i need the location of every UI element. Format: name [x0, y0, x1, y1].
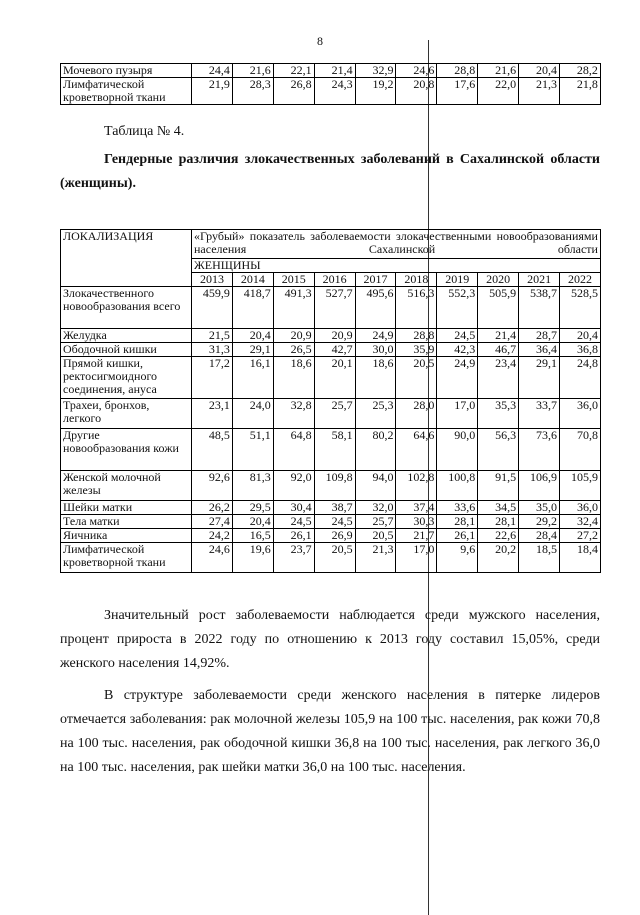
- table-cell: 48,5: [192, 429, 233, 471]
- table-row: [61, 501, 601, 515]
- table-cell: 17,6: [437, 78, 478, 105]
- table-cell: 24,9: [437, 357, 478, 399]
- table-cell: 20,4: [232, 515, 273, 529]
- table-cell: 505,9: [478, 287, 519, 329]
- table-cell: 20,9: [314, 329, 355, 343]
- table-cell: 23,4: [478, 357, 519, 399]
- table-cell: 28,7: [519, 329, 560, 343]
- table-cell: 552,3: [437, 287, 478, 329]
- table-cell: 36,8: [560, 343, 601, 357]
- table-cell: 102,8: [396, 471, 437, 501]
- table-cell: 20,2: [478, 543, 519, 573]
- table-cell: 26,9: [314, 529, 355, 543]
- row-label: Шейки матки: [61, 501, 192, 515]
- column-header-localization: ЛОКАЛИЗАЦИЯ: [61, 230, 192, 287]
- table-cell: 418,7: [232, 287, 273, 329]
- year-header: 2022: [560, 273, 601, 287]
- table-cell: 21,5: [192, 329, 233, 343]
- table-cell: 16,1: [232, 357, 273, 399]
- table-cell: 73,6: [519, 429, 560, 471]
- table-cell: 26,1: [437, 529, 478, 543]
- table-cell: 70,8: [560, 429, 601, 471]
- table-cell: 24,9: [355, 329, 396, 343]
- table-cell: 23,7: [273, 543, 314, 573]
- table-cell: 28,0: [396, 399, 437, 429]
- table-cell: 25,7: [355, 515, 396, 529]
- table-cell: 80,2: [355, 429, 396, 471]
- table-cell: 18,6: [273, 357, 314, 399]
- table-cell: 92,0: [273, 471, 314, 501]
- table-row: [61, 287, 601, 329]
- row-label: Ободочной кишки: [61, 343, 192, 357]
- row-label: Трахеи, бронхов, легкого: [61, 399, 192, 429]
- table-cell: 24,6: [192, 543, 233, 573]
- table-cell: 32,0: [355, 501, 396, 515]
- year-header: 2017: [355, 273, 396, 287]
- table-cell: 28,1: [478, 515, 519, 529]
- table-cell: 538,7: [519, 287, 560, 329]
- table-cell: 91,5: [478, 471, 519, 501]
- table-cell: 29,1: [519, 357, 560, 399]
- table-cell: 9,6: [437, 543, 478, 573]
- table-cell: 35,0: [519, 501, 560, 515]
- table-cell: 58,1: [314, 429, 355, 471]
- table-cell: 29,1: [232, 343, 273, 357]
- table-cell: 106,9: [519, 471, 560, 501]
- table-cell: 35,9: [396, 343, 437, 357]
- table-cell: 36,4: [519, 343, 560, 357]
- table-cell: 21,3: [355, 543, 396, 573]
- year-header: 2015: [273, 273, 314, 287]
- table-cell: 20,5: [396, 357, 437, 399]
- table-cell: 18,5: [519, 543, 560, 573]
- table-cell: 24,5: [273, 515, 314, 529]
- table-cell: 24,3: [314, 78, 355, 105]
- table-cell: 20,5: [355, 529, 396, 543]
- table-cell: 90,0: [437, 429, 478, 471]
- table-row: [61, 529, 601, 543]
- table-cell: 491,3: [273, 287, 314, 329]
- table-cell: 30,4: [273, 501, 314, 515]
- table-caption: Таблица № 4.: [104, 124, 185, 139]
- paragraph-growth: Значительный рост заболеваемости наблюдается среди мужского населения, процент прироста в 2022 году по отношению к 2013 году составил 15,05%, среди женского населения 14,92%.: [60, 608, 600, 671]
- table-cell: 21,9: [192, 78, 233, 105]
- table-cell: 51,1: [232, 429, 273, 471]
- table-cell: 92,6: [192, 471, 233, 501]
- table-cell: 32,4: [560, 515, 601, 529]
- year-header: 2021: [519, 273, 560, 287]
- table-cell: 29,2: [519, 515, 560, 529]
- table-cell: 38,7: [314, 501, 355, 515]
- table-cell: 32,8: [273, 399, 314, 429]
- year-header: 2016: [314, 273, 355, 287]
- table-cell: 20,4: [560, 329, 601, 343]
- table-continuation: [60, 63, 601, 105]
- table-cell: 25,3: [355, 399, 396, 429]
- row-label: Яичника: [61, 529, 192, 543]
- table-cell: 34,5: [478, 501, 519, 515]
- table-row: [61, 343, 601, 357]
- table-cell: 29,5: [232, 501, 273, 515]
- table-cell: 17,2: [192, 357, 233, 399]
- table-cell: 28,4: [519, 529, 560, 543]
- table-cell: 26,8: [273, 78, 314, 105]
- table-cell: 24,5: [437, 329, 478, 343]
- table-cell: 527,7: [314, 287, 355, 329]
- table-cell: 26,1: [273, 529, 314, 543]
- table-cell: 24,6: [396, 64, 437, 78]
- table-cell: 27,2: [560, 529, 601, 543]
- year-header: 2013: [192, 273, 233, 287]
- table-cell: 46,7: [478, 343, 519, 357]
- table-row: [61, 399, 601, 429]
- table-cell: 22,1: [273, 64, 314, 78]
- table-cell: 24,4: [192, 64, 233, 78]
- table-cell: 30,3: [396, 515, 437, 529]
- table-cell: 21,6: [478, 64, 519, 78]
- row-label: Тела матки: [61, 515, 192, 529]
- table-cell: 28,2: [560, 64, 601, 78]
- table-cell: 18,4: [560, 543, 601, 573]
- year-header: 2019: [437, 273, 478, 287]
- paragraph-structure: В структуре заболеваемости среди женского населения в пятерке лидеров отмечается заболевания: рак молочной железы 105,9 на 100 тыс. населения, рак кожи 70,8 на 100 тыс. населения, рак ободочной кишки 36,8 на 100 тыс. населения, рак легкого 36,0 на 100 тыс. населения, рак шейки матки 36,0 на 100 тыс. населения.: [60, 688, 600, 775]
- table-cell: 36,0: [560, 399, 601, 429]
- table-cell: 100,8: [437, 471, 478, 501]
- row-label: Мочевого пузыря: [61, 64, 192, 78]
- table-cell: 16,5: [232, 529, 273, 543]
- table-cell: 28,1: [437, 515, 478, 529]
- table-cell: 20,1: [314, 357, 355, 399]
- table-cell: 27,4: [192, 515, 233, 529]
- table-cell: 105,9: [560, 471, 601, 501]
- year-header: 2018: [396, 273, 437, 287]
- table-heading: Гендерные различия злокачественных заболеваний в Сахалинской области (женщины).: [60, 152, 600, 191]
- table-row: [61, 64, 601, 78]
- table-cell: 20,9: [273, 329, 314, 343]
- table-cell: 42,7: [314, 343, 355, 357]
- row-label: Злокачественного новообразования всего: [61, 287, 192, 329]
- group-header-text: «Грубый» показатель заболеваемости злокачественными новообразованиями населения Сахалинской области: [194, 229, 598, 256]
- table-cell: 28,8: [437, 64, 478, 78]
- table-cell: 26,2: [192, 501, 233, 515]
- year-header: 2020: [478, 273, 519, 287]
- table-cell: 20,5: [314, 543, 355, 573]
- row-label: Другие новообразования кожи: [61, 429, 192, 471]
- table-cell: 81,3: [232, 471, 273, 501]
- table-cell: 21,7: [396, 529, 437, 543]
- table-cell: 20,4: [519, 64, 560, 78]
- table-cell: 28,8: [396, 329, 437, 343]
- table-cell: 36,0: [560, 501, 601, 515]
- table-row: [61, 429, 601, 471]
- table-cell: 20,8: [396, 78, 437, 105]
- table-cell: 22,6: [478, 529, 519, 543]
- table-cell: 28,3: [232, 78, 273, 105]
- table-cell: 33,7: [519, 399, 560, 429]
- table-cell: 18,6: [355, 357, 396, 399]
- table-women: [60, 229, 601, 573]
- table-cell: 30,0: [355, 343, 396, 357]
- table-cell: 56,3: [478, 429, 519, 471]
- table-cell: 24,2: [192, 529, 233, 543]
- table-row: [61, 78, 601, 105]
- table-row: [61, 357, 601, 399]
- row-label: Лимфатической кроветворной ткани: [61, 78, 192, 105]
- table-cell: 64,6: [396, 429, 437, 471]
- table-cell: 64,8: [273, 429, 314, 471]
- table-cell: 32,9: [355, 64, 396, 78]
- table-cell: 528,5: [560, 287, 601, 329]
- table-cell: 21,3: [519, 78, 560, 105]
- year-header: 2014: [232, 273, 273, 287]
- table-cell: 495,6: [355, 287, 396, 329]
- table-row: [61, 515, 601, 529]
- table-cell: 22,0: [478, 78, 519, 105]
- table-row: [61, 329, 601, 343]
- table-cell: 516,3: [396, 287, 437, 329]
- table-cell: 94,0: [355, 471, 396, 501]
- row-label: Женской молочной железы: [61, 471, 192, 501]
- table-cell: 459,9: [192, 287, 233, 329]
- page-number: 8: [317, 34, 323, 48]
- table-cell: 24,8: [560, 357, 601, 399]
- table-cell: 33,6: [437, 501, 478, 515]
- table-cell: 21,4: [314, 64, 355, 78]
- table-row: [61, 471, 601, 501]
- table-cell: 42,3: [437, 343, 478, 357]
- table-cell: 109,8: [314, 471, 355, 501]
- row-label: Прямой кишки, ректосигмоидного соединения, ануса: [61, 357, 192, 399]
- table-cell: 31,3: [192, 343, 233, 357]
- group-header: [192, 230, 601, 259]
- table-cell: 17,0: [396, 543, 437, 573]
- table-cell: 19,6: [232, 543, 273, 573]
- table-cell: 24,5: [314, 515, 355, 529]
- table-cell: 35,3: [478, 399, 519, 429]
- row-label: Желудка: [61, 329, 192, 343]
- table-cell: 20,4: [232, 329, 273, 343]
- table-cell: 21,6: [232, 64, 273, 78]
- table-cell: 24,0: [232, 399, 273, 429]
- sex-header: ЖЕНЩИНЫ: [192, 259, 601, 273]
- table-row: [61, 543, 601, 573]
- table-cell: 26,5: [273, 343, 314, 357]
- table-cell: 25,7: [314, 399, 355, 429]
- table-cell: 17,0: [437, 399, 478, 429]
- table-cell: 23,1: [192, 399, 233, 429]
- table-cell: 19,2: [355, 78, 396, 105]
- table-cell: 21,8: [560, 78, 601, 105]
- table-cell: 37,4: [396, 501, 437, 515]
- table-cell: 21,4: [478, 329, 519, 343]
- row-label: Лимфатической кроветворной ткани: [61, 543, 192, 573]
